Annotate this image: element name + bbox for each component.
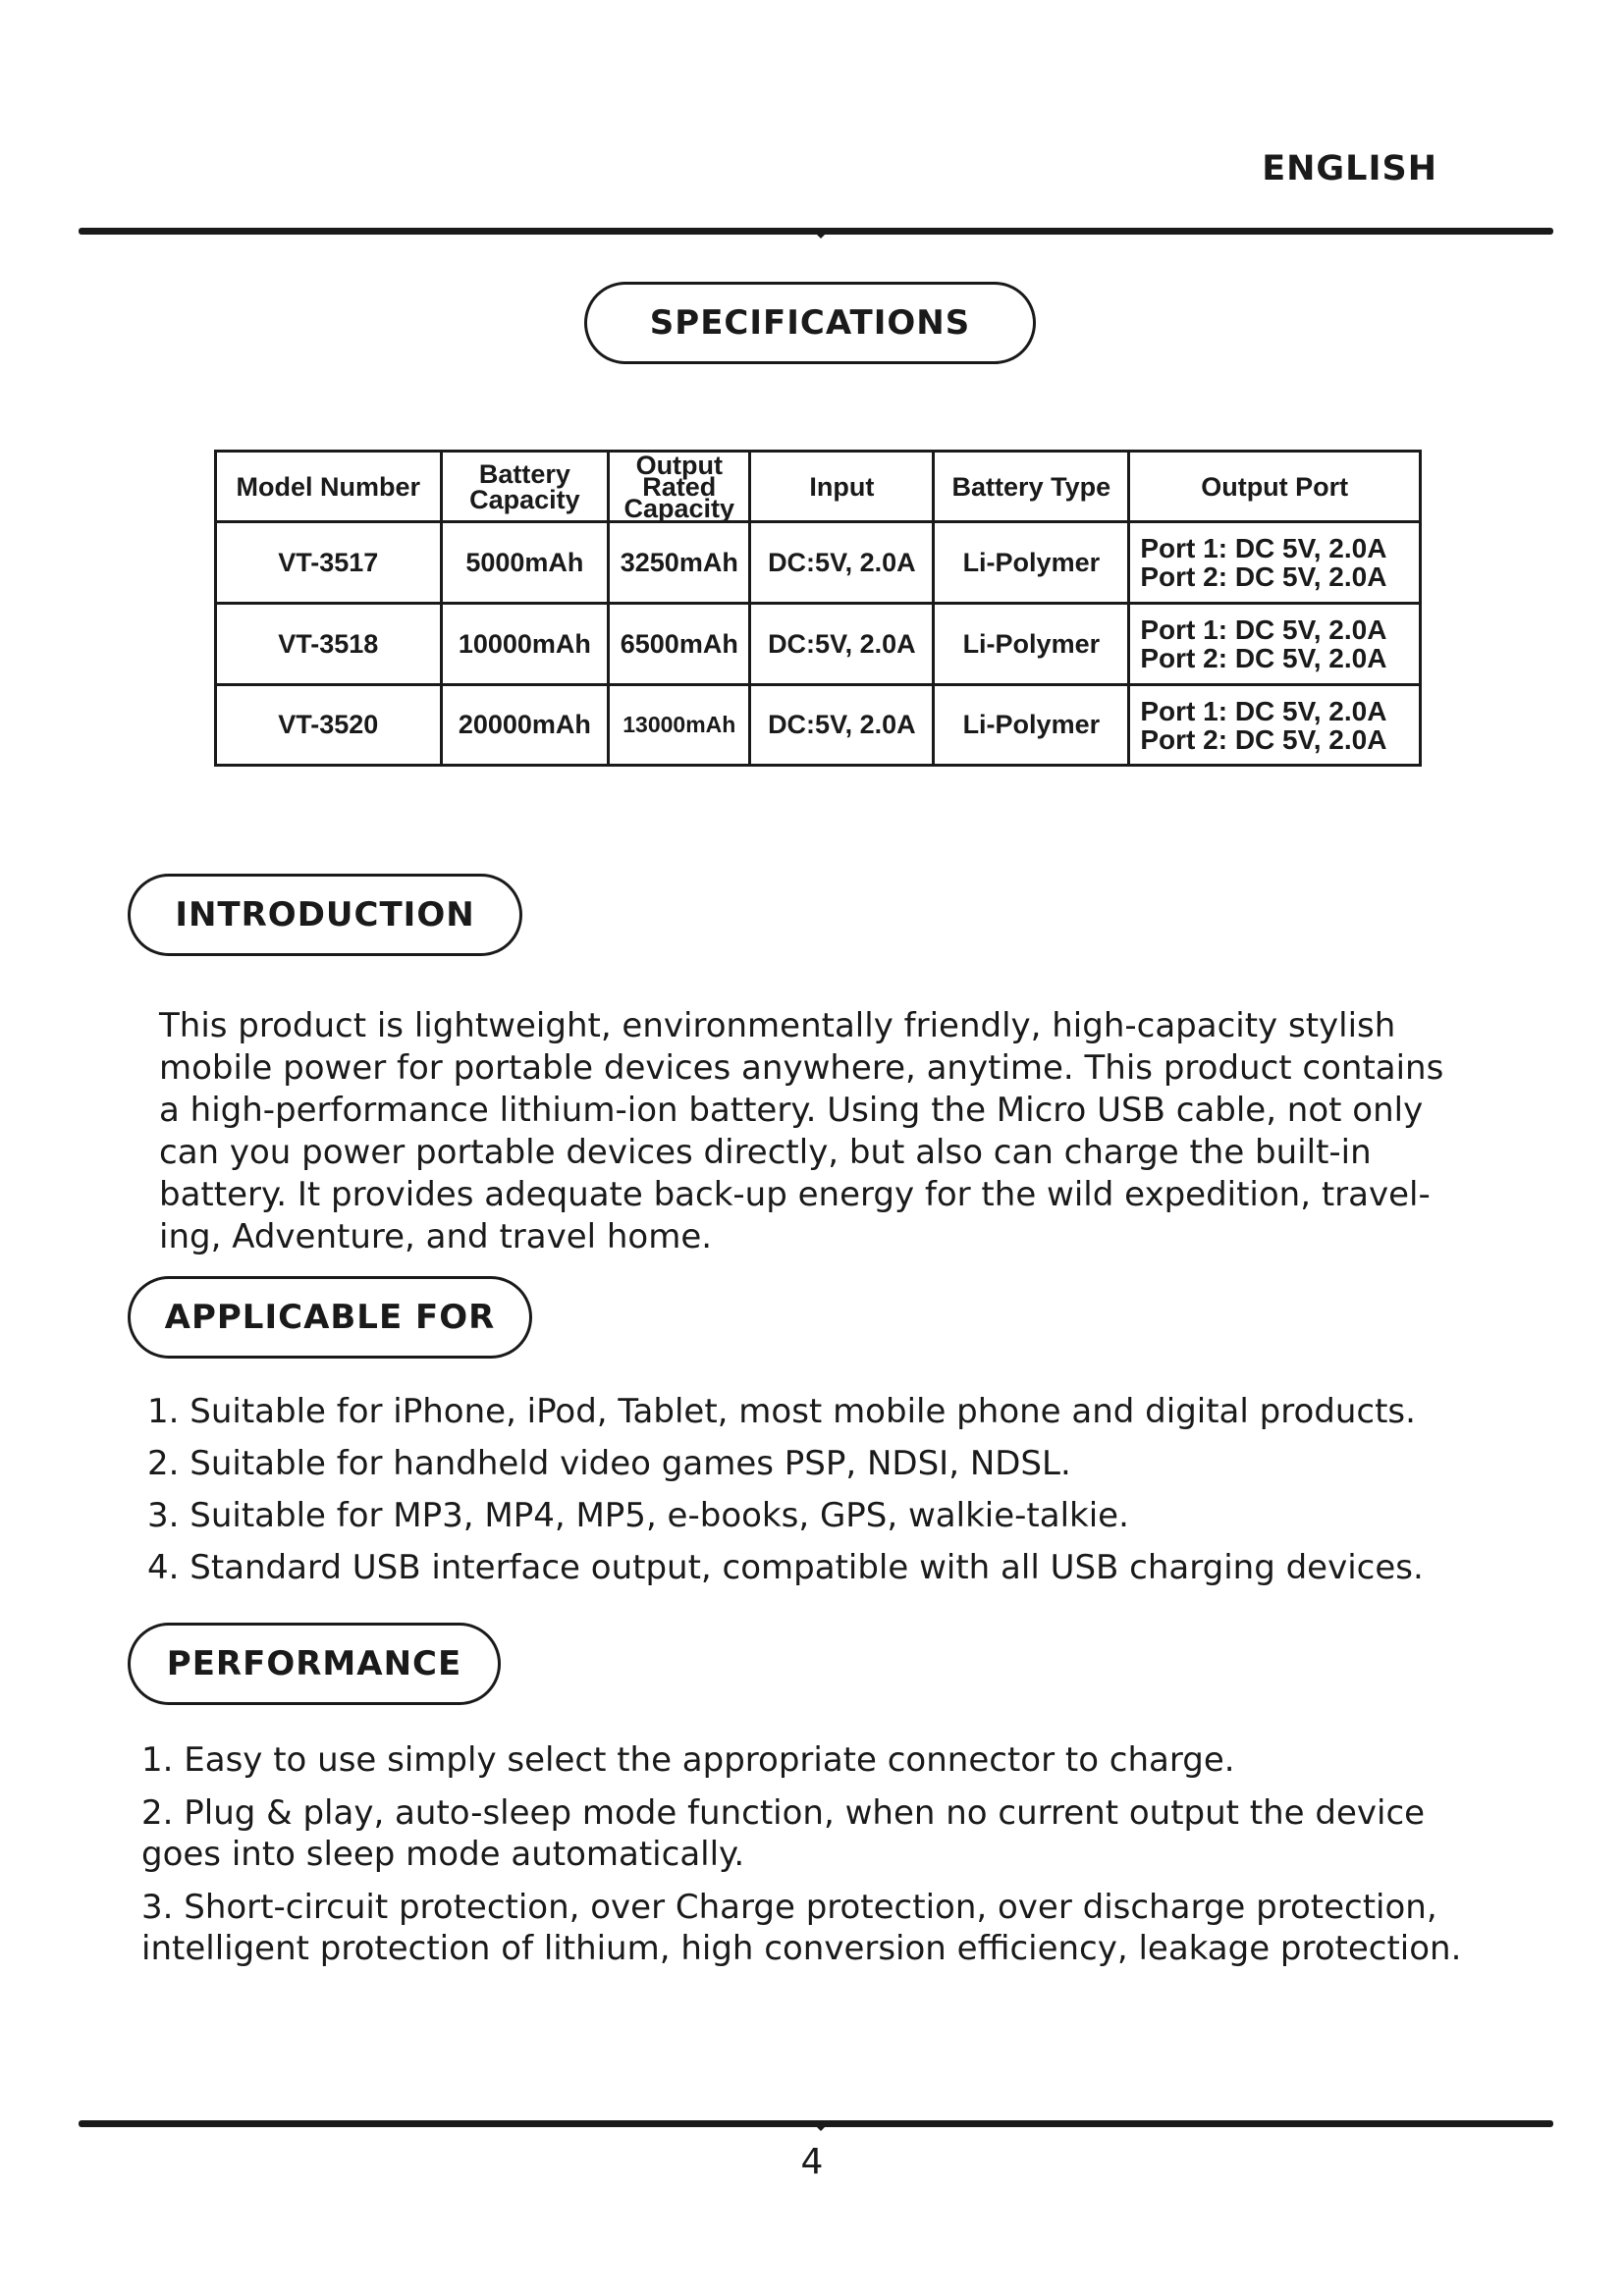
header-output-rated-capacity	[609, 452, 750, 522]
list-item: 4. Standard USB interface output, compatible with all USB charging devices.	[147, 1548, 1424, 1587]
performance-list	[141, 1739, 1555, 1981]
cell-model: VT-3517	[216, 522, 442, 604]
port-line: Port 1: DC 5V, 2.0A	[1140, 533, 1387, 563]
introduction-line: This product is lightweight, environmentally friendly, high-capacity stylish	[159, 1006, 1396, 1045]
list-item-line: 2. Plug & play, auto-sleep mode function, when no current output the device	[141, 1793, 1426, 1833]
introduction-text	[159, 1005, 1534, 1258]
introduction-heading: INTRODUCTION	[128, 874, 522, 956]
port-line: Port 1: DC 5V, 2.0A	[1140, 695, 1387, 726]
introduction-line: a high-performance lithium-ion battery. Using the Micro USB cable, not only	[159, 1091, 1424, 1130]
header-output-port: Output Port	[1129, 452, 1421, 522]
port-line: Port 2: DC 5V, 2.0A	[1140, 723, 1387, 755]
header-output-line: Capacity	[623, 493, 735, 523]
list-item-line: 1. Easy to use simply select the appropriate connector to charge.	[141, 1740, 1235, 1780]
port-line: Port 2: DC 5V, 2.0A	[1140, 561, 1387, 592]
introduction-line: can you power portable devices directly, but also can charge the built-in	[159, 1133, 1372, 1172]
header-input: Input	[750, 452, 934, 522]
language-label: ENGLISH	[1262, 149, 1437, 188]
cell-battery-capacity: 20000mAh	[441, 685, 609, 766]
cell-input: DC:5V, 2.0A	[750, 685, 934, 766]
applicable-list	[147, 1386, 1551, 1594]
port-line: Port 1: DC 5V, 2.0A	[1140, 614, 1387, 645]
header-model-number: Model Number	[216, 452, 442, 522]
footer-divider	[79, 2120, 1553, 2127]
cell-battery-capacity: 5000mAh	[441, 522, 609, 604]
table-row	[216, 522, 1421, 604]
header-divider	[79, 228, 1553, 235]
cell-output-capacity: 6500mAh	[609, 604, 750, 685]
performance-heading: PERFORMANCE	[128, 1623, 501, 1705]
table-row	[216, 604, 1421, 685]
cell-battery-type: Li-Polymer	[934, 604, 1129, 685]
cell-output-capacity: 3250mAh	[609, 522, 750, 604]
cell-output-port	[1129, 522, 1421, 604]
introduction-line: mobile power for portable devices anywhere, anytime. This product contains	[159, 1048, 1444, 1088]
table-row	[216, 685, 1421, 766]
header-output-line: Output	[635, 450, 724, 480]
cell-battery-type: Li-Polymer	[934, 685, 1129, 766]
cell-model: VT-3520	[216, 685, 442, 766]
list-item: 2. Suitable for handheld video games PSP, NDSI, NDSL.	[147, 1444, 1071, 1483]
list-item: 3. Suitable for MP3, MP4, MP5, e-books, GPS, walkie-talkie.	[147, 1496, 1129, 1535]
applicable-for-heading: APPLICABLE FOR	[128, 1276, 532, 1359]
list-item	[141, 1792, 1555, 1875]
list-item: 1. Suitable for iPhone, iPod, Tablet, most mobile phone and digital products.	[147, 1392, 1416, 1431]
list-item-line: intelligent protection of lithium, high conversion efficiency, leakage protection.	[141, 1929, 1462, 1968]
cell-output-port	[1129, 685, 1421, 766]
cell-output-port	[1129, 604, 1421, 685]
list-item-line: 3. Short-circuit protection, over Charge protection, over discharge protection,	[141, 1888, 1437, 1927]
list-item	[141, 1887, 1555, 1969]
header-battery-type: Battery Type	[934, 452, 1129, 522]
cell-input: DC:5V, 2.0A	[750, 522, 934, 604]
introduction-line: battery. It provides adequate back-up energy for the wild expedition, travel-	[159, 1175, 1431, 1214]
header-output-line: Rated	[642, 471, 717, 502]
cell-battery-capacity: 10000mAh	[441, 604, 609, 685]
specifications-table	[214, 450, 1422, 767]
cell-output-capacity: 13000mAh	[609, 685, 750, 766]
specifications-heading: SPECIFICATIONS	[584, 282, 1036, 364]
header-battery-capacity-line: Capacity	[469, 484, 580, 514]
introduction-line: ing, Adventure, and travel home.	[159, 1217, 713, 1256]
header-battery-capacity-line: Battery	[478, 458, 570, 489]
cell-model: VT-3518	[216, 604, 442, 685]
cell-battery-type: Li-Polymer	[934, 522, 1129, 604]
port-line: Port 2: DC 5V, 2.0A	[1140, 643, 1387, 673]
table-header-row	[216, 452, 1421, 522]
list-item-line: goes into sleep mode automatically.	[141, 1835, 745, 1874]
header-battery-capacity	[441, 452, 609, 522]
cell-input: DC:5V, 2.0A	[750, 604, 934, 685]
page-number: 4	[800, 2142, 824, 2182]
list-item	[141, 1739, 1555, 1781]
